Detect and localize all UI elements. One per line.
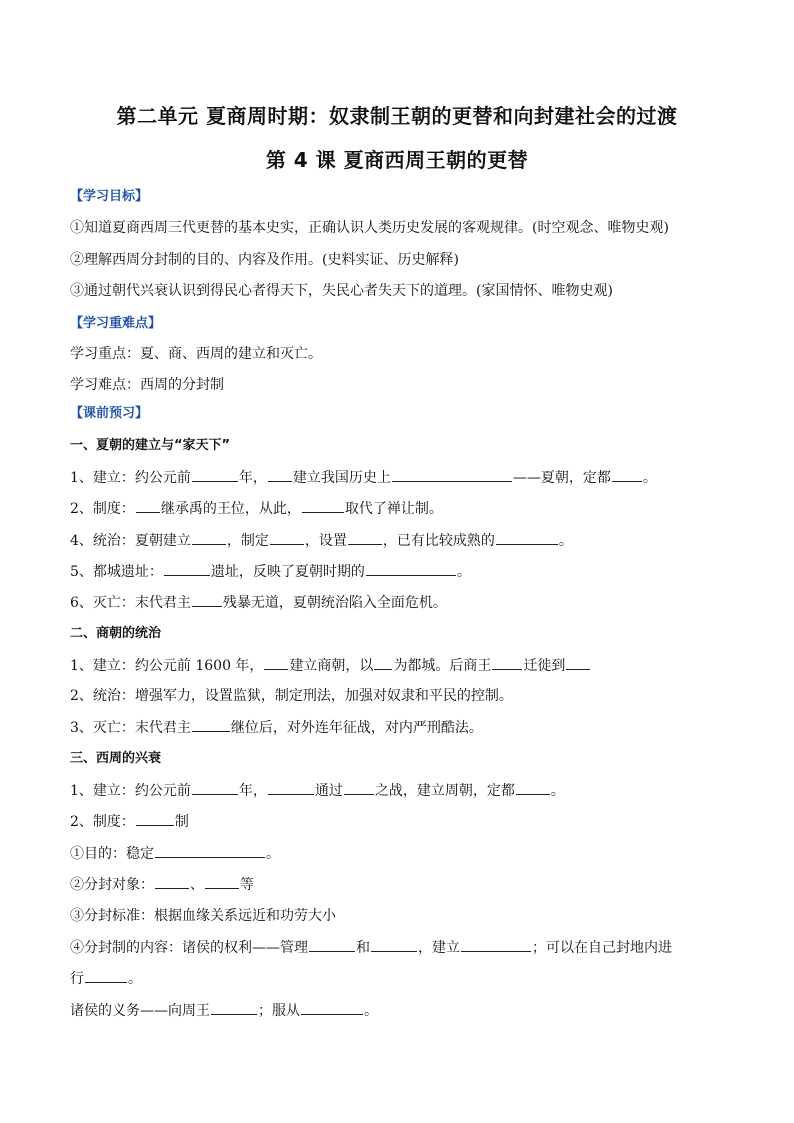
blank-field[interactable] — [211, 1000, 257, 1015]
xia-line-1 — [70, 467, 657, 488]
xia-line-4 — [70, 561, 471, 582]
text: 残暴无道，夏朝统治陷入全面危机。 — [222, 595, 447, 611]
blank-field[interactable] — [192, 530, 226, 545]
zhou-line-7 — [70, 968, 142, 989]
text: 1、建立：约公元前 — [70, 783, 191, 799]
text: 行 — [70, 971, 84, 987]
text: 。 — [642, 470, 657, 486]
blank-field[interactable] — [268, 467, 292, 482]
text: 建立我国历史上 — [292, 470, 391, 486]
text: 年， — [238, 470, 267, 486]
blank-field[interactable] — [348, 530, 382, 545]
text: ④分封制的内容：诸侯的权利——管理 — [70, 940, 308, 956]
xia-line-3 — [70, 530, 573, 551]
blank-field[interactable] — [302, 498, 344, 513]
text: 迁徙到 — [523, 658, 566, 674]
blank-field[interactable] — [309, 937, 355, 952]
text: ；可以在自己封地内进 — [532, 940, 672, 956]
text: 等 — [240, 877, 254, 893]
text: ②分封对象： — [70, 877, 154, 893]
text: 。 — [364, 1003, 378, 1019]
zhou-line-5: ③分封标准：根据血缘关系远近和功劳大小 — [70, 908, 336, 924]
text: 建立商朝，以 — [289, 658, 374, 674]
blank-field[interactable] — [164, 561, 210, 576]
blank-field[interactable] — [566, 655, 590, 670]
text: 2、制度： — [70, 814, 135, 830]
text: 继承禹的王位，从此， — [160, 501, 301, 517]
blank-field[interactable] — [205, 874, 239, 889]
blank-field[interactable] — [492, 655, 522, 670]
blank-field[interactable] — [268, 780, 314, 795]
blank-field[interactable] — [516, 780, 550, 795]
text: ，已有比较成熟的 — [382, 533, 495, 549]
text: 取代了禅让制。 — [344, 501, 443, 517]
shang-line-3 — [70, 717, 483, 738]
key-heading: 【学习重难点】 — [70, 316, 162, 331]
blank-field[interactable] — [192, 717, 230, 732]
goal-item-3: ③通过朝代兴衰认识到得民心者得天下，失民心者失天下的道理。(家国情怀、唯物史观) — [70, 283, 613, 299]
text: 为都城。后商王 — [393, 658, 492, 674]
preview-heading: 【课前预习】 — [70, 406, 149, 421]
blank-field[interactable] — [264, 655, 288, 670]
text: 。 — [558, 533, 573, 549]
text: ①目的：稳定 — [70, 846, 154, 862]
blank-field[interactable] — [136, 498, 160, 513]
key-focus: 学习重点：夏、商、西周的建立和灭亡。 — [70, 346, 322, 362]
goal-item-1: ①知道夏商西周三代更替的基本史实，正确认识人类历史发展的客观规律。(时空观念、唯物史观) — [70, 220, 669, 236]
text: 继位后，对外连年征战，对内严刑酷法。 — [230, 720, 483, 736]
text: 5、都城遗址： — [70, 564, 163, 580]
blank-field[interactable] — [392, 467, 512, 482]
text: 、 — [190, 877, 204, 893]
text: 4、统治：夏朝建立 — [70, 533, 191, 549]
xia-line-5 — [70, 592, 447, 613]
blank-field[interactable] — [155, 843, 265, 858]
text: 1、建立：约公元前 1600 年， — [70, 658, 264, 674]
blank-field[interactable] — [85, 968, 127, 983]
text: 诸侯的义务——向周王 — [70, 1003, 210, 1019]
text: 。 — [456, 564, 471, 580]
blank-field[interactable] — [192, 780, 238, 795]
zhou-line-6 — [70, 937, 672, 958]
goals-heading: 【学习目标】 — [70, 189, 149, 204]
blank-field[interactable] — [496, 530, 558, 545]
goal-item-2: ②理解西周分封制的目的、内容及作用。(史料实证、历史解释) — [70, 252, 459, 268]
unit-title: 第二单元 夏商周时期：奴隶制王朝的更替和向封建社会的过渡 — [116, 104, 678, 128]
text: ，建立 — [418, 940, 460, 956]
text: 6、灭亡：末代君主 — [70, 595, 191, 611]
text: ；服从 — [258, 1003, 300, 1019]
zhou-line-8 — [70, 1000, 378, 1021]
text: 遗址，反映了夏朝时期的 — [210, 564, 365, 580]
blank-field[interactable] — [301, 1000, 363, 1015]
shang-heading: 二、商朝的统治 — [70, 626, 162, 641]
blank-field[interactable] — [371, 937, 417, 952]
blank-field[interactable] — [192, 467, 238, 482]
text: 1、建立：约公元前 — [70, 470, 191, 486]
zhou-heading: 三、西周的兴衰 — [70, 751, 162, 766]
zhou-line-4 — [70, 874, 254, 895]
xia-line-2 — [70, 498, 443, 519]
shang-line-1 — [70, 655, 591, 676]
text: 制 — [174, 814, 189, 830]
blank-field[interactable] — [344, 780, 374, 795]
text: ，设置 — [304, 533, 347, 549]
text: 年， — [238, 783, 267, 799]
text: 之战，建立周朝，定都 — [374, 783, 515, 799]
text: ——夏朝，定都 — [512, 470, 611, 486]
text: 3、灭亡：末代君主 — [70, 720, 191, 736]
text: 。 — [550, 783, 565, 799]
text: 2、制度： — [70, 501, 135, 517]
zhou-line-1 — [70, 780, 565, 801]
shang-line-2: 2、统治：增强军力，设置监狱，制定刑法，加强对奴隶和平民的控制。 — [70, 688, 513, 704]
zhou-line-2 — [70, 811, 189, 832]
lesson-title: 第 4 课 夏商西周王朝的更替 — [265, 148, 529, 172]
blank-field[interactable] — [136, 811, 174, 826]
text: 通过 — [314, 783, 343, 799]
text: 。 — [128, 971, 142, 987]
blank-field[interactable] — [192, 592, 222, 607]
text: 和 — [356, 940, 370, 956]
blank-field[interactable] — [270, 530, 304, 545]
blank-field[interactable] — [155, 874, 189, 889]
zhou-line-3 — [70, 843, 280, 864]
blank-field[interactable] — [366, 561, 456, 576]
blank-field[interactable] — [374, 655, 392, 670]
key-difficulty: 学习难点：西周的分封制 — [70, 377, 224, 393]
text: 。 — [266, 846, 280, 862]
blank-field[interactable] — [461, 937, 531, 952]
blank-field[interactable] — [612, 467, 642, 482]
xia-heading: 一、夏朝的建立与“家天下” — [70, 438, 231, 453]
text: ，制定 — [226, 533, 269, 549]
